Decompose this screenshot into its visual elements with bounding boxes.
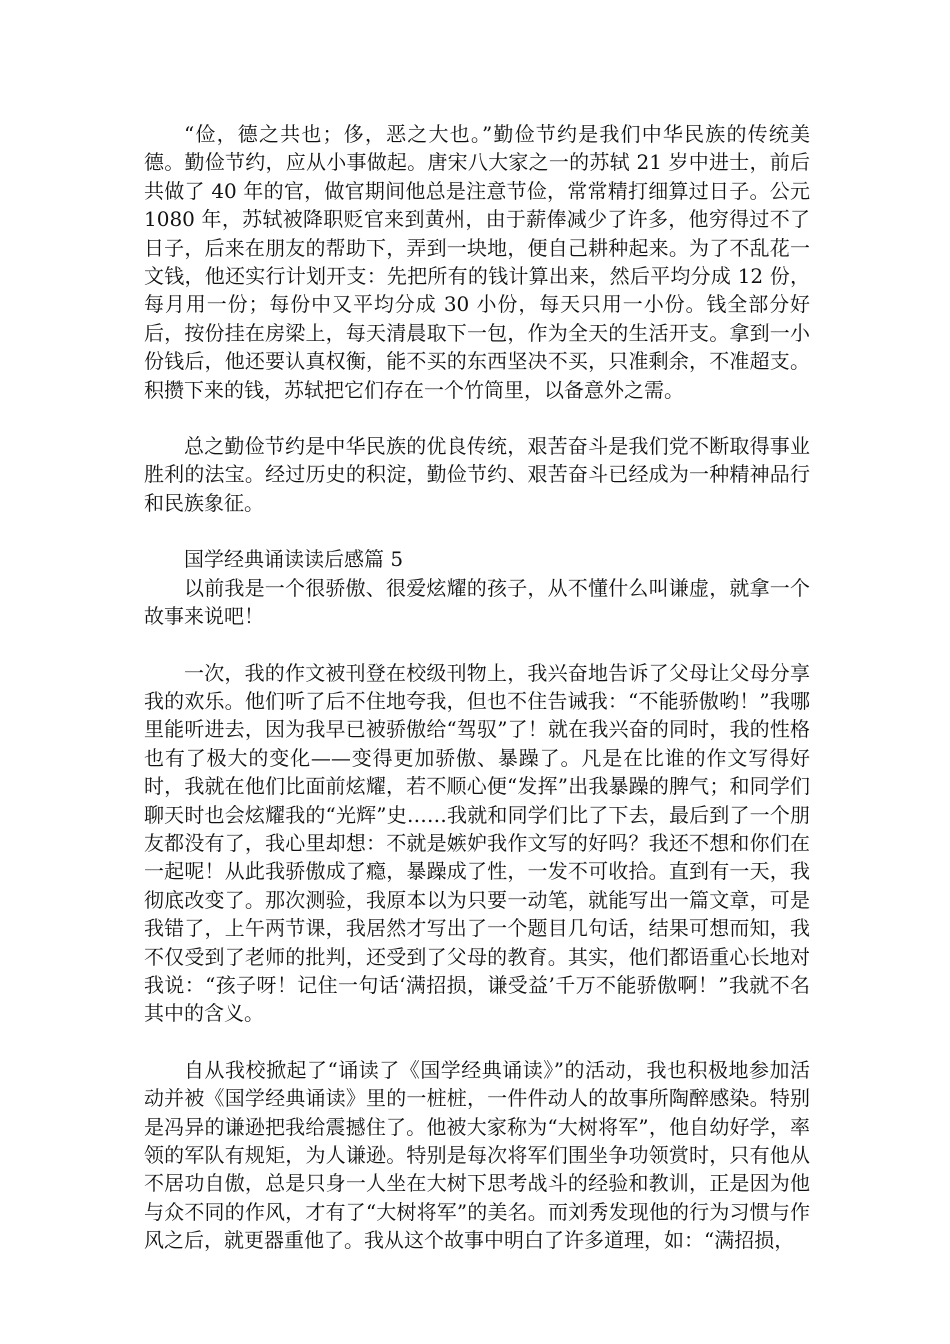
paragraph-frugality-story: “俭，德之共也；侈，恶之大也。”勤俭节约是我们中华民族的传统美德。勤俭节约，应从小事做起。唐宋八大家之一的苏轼 21 岁中进士，前后共做了 40 年的官，做官期间他总是注意节俭，常常精打细算过日子。公元 1080 年，苏轼被降职贬官来到黄州，由于薪俸减少了许多，他穷得过不了日子，后来在朋友的帮助下，弄到一块地，便自己耕种起来。为了不乱花一文钱，他还实行计划开支：先把所有的钱计算出来，然后平均分成 12 份，每月用一份；每份中又平均分成 30 小份，每天只用一小份。钱全部分好后，按份挂在房梁上，每天清晨取下一包，作为全天的生活开支。拿到一小份钱后，他还要认真权衡，能不买的东西坚决不买，只准剩余，不准超支。积攒下来的钱，苏轼把它们存在一个竹筒里，以备意外之需。: [144, 122, 810, 402]
paragraph-spacer: [144, 631, 810, 659]
paragraph-spacer: [144, 517, 810, 545]
paragraph-arrogance-story: 一次，我的作文被刊登在校级刊物上，我兴奋地告诉了父母让父母分享我的欢乐。他们听了后不住地夸我，但也不住告诫我：“不能骄傲哟！”我哪里能听进去，因为我早已被骄傲给“驾驭”了！就在我兴奋的同时，我的性格也有了极大的变化——变得更加骄傲、暴躁了。凡是在比谁的作文写得好时，我就在他们比面前炫耀，若不顺心便“发挥”出我暴躁的脾气；和同学们聊天时也会炫耀我的“光辉”史……我就和同学们比了下去，最后到了一个朋友都没有了，我心里却想：不就是嫉妒我作文写的好吗？我还不想和你们在一起呢！从此我骄傲成了瘾，暴躁成了性，一发不可收拾。直到有一天，我彻底改变了。那次测验，我原本以为只要一动笔，就能写出一篇文章，可是我错了，上午两节课，我居然才写出了一个题目几句话，结果可想而知，我不仅受到了老师的批判，还受到了父母的教育。其实，他们都语重心长地对我说：“孩子呀！记住一句话‘满招损，谦受益’千万不能骄傲啊！”我就不名其中的含义。: [144, 660, 810, 1026]
paragraph-spacer: [144, 404, 810, 432]
paragraph-intro: 以前我是一个很骄傲、很爱炫耀的孩子，从不懂什么叫谦虚，就拿一个故事来说吧！: [144, 575, 810, 629]
section-heading: 国学经典诵读读后感篇 5: [184, 547, 404, 572]
paragraph-conclusion: 总之勤俭节约是中华民族的优良传统，艰苦奋斗是我们党不断取得事业胜利的法宝。经过历史的积淀，勤俭节约、艰苦奋斗已经成为一种精神品行和民族象征。: [144, 434, 810, 515]
document-body: [144, 120, 810, 1255]
paragraph-general-story: 自从我校掀起了“诵读了《国学经典诵读》”的活动，我也积极地参加活动并被《国学经典诵读》里的一桩桩，一件件动人的故事所陶醉感染。特别是冯异的谦逊把我给震撼住了。他被大家称为“大树将军”，他自幼好学，率领的军队有规矩，为人谦逊。特别是每次将军们围坐争功领赏时，只有他从不居功自傲，总是只身一人坐在大树下思考战斗的经验和教训，正是因为他与众不同的作风，才有了“大树将军”的美名。而刘秀发现他的行为习惯与作风之后，就更器重他了。我从这个故事中明白了许多道理，如：“满招损，: [144, 1057, 810, 1253]
paragraph-spacer: [144, 1028, 810, 1056]
